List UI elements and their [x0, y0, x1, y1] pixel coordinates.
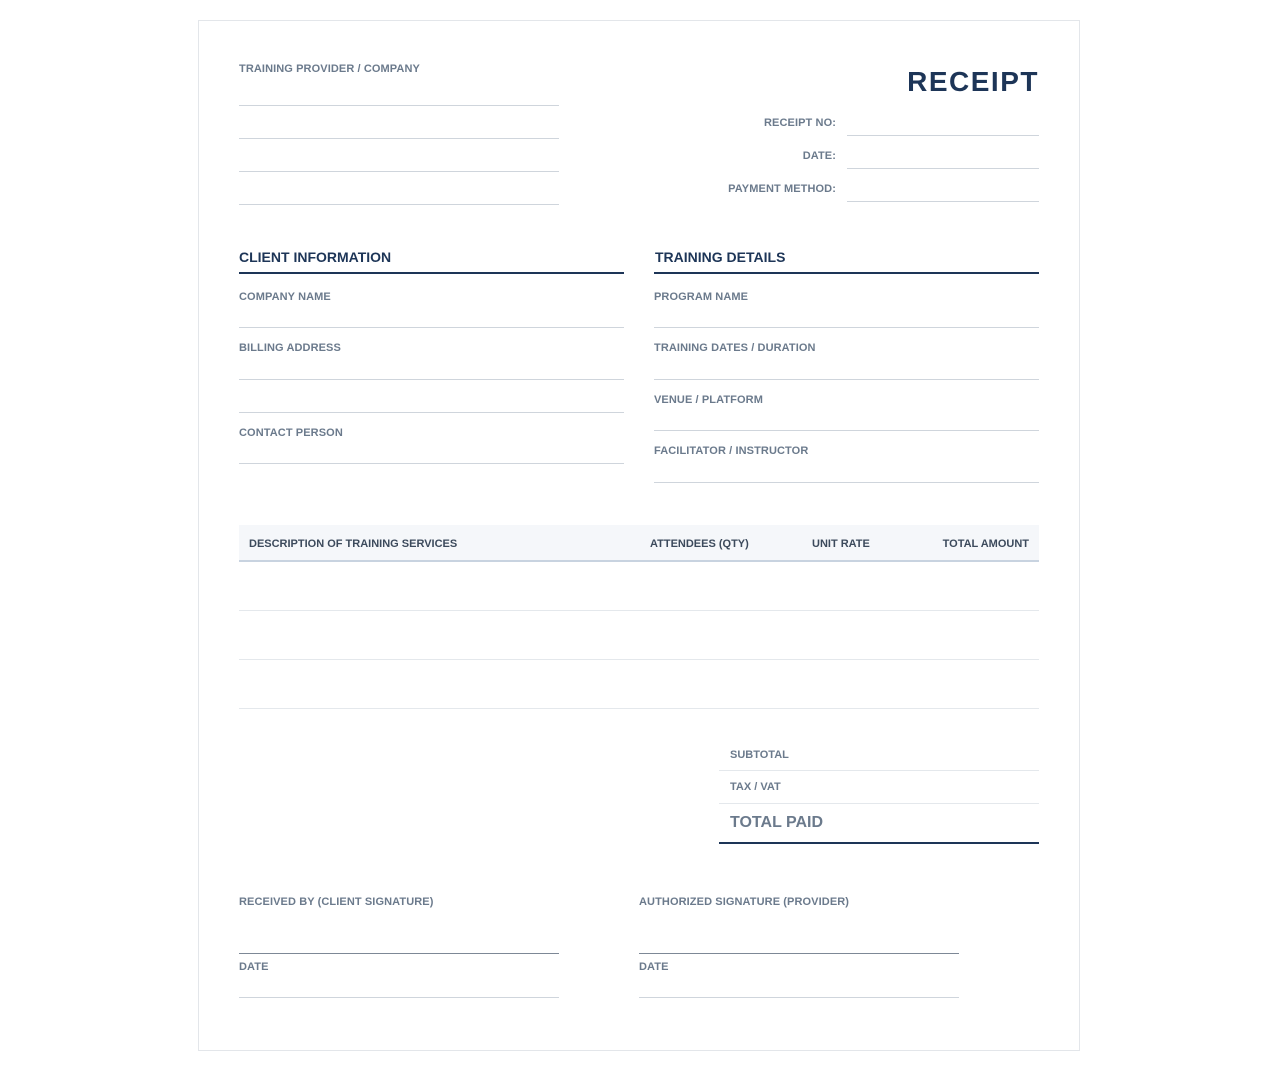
table-row[interactable]: [239, 611, 1039, 660]
billing-address-label: BILLING ADDRESS: [239, 342, 341, 354]
company-name-field[interactable]: [239, 327, 624, 328]
services-table-header: [239, 525, 1039, 562]
subtotal-divider: [719, 770, 1039, 771]
receipt-no-label: RECEIPT NO:: [764, 117, 836, 129]
payment-method-field[interactable]: [847, 201, 1039, 202]
venue-label: VENUE / PLATFORM: [654, 394, 763, 406]
provider-line-3[interactable]: [239, 171, 559, 172]
column-header-unit-rate: UNIT RATE: [812, 538, 870, 550]
training-dates-field[interactable]: [654, 379, 1039, 380]
training-dates-label: TRAINING DATES / DURATION: [654, 342, 816, 354]
client-signature-line[interactable]: [239, 953, 559, 954]
receipt-title: RECEIPT: [907, 66, 1039, 97]
column-header-description: DESCRIPTION OF TRAINING SERVICES: [249, 538, 458, 550]
client-info-rule: [239, 272, 624, 274]
total-paid-label: TOTAL PAID: [730, 814, 824, 831]
provider-date-field[interactable]: [639, 997, 959, 998]
column-header-attendees: ATTENDEES (QTY): [650, 538, 749, 550]
billing-address-field-1[interactable]: [239, 379, 624, 380]
program-name-field[interactable]: [654, 327, 1039, 328]
provider-line-1[interactable]: [239, 105, 559, 106]
total-paid-rule: [719, 842, 1039, 844]
provider-date-label: DATE: [639, 961, 669, 973]
table-row[interactable]: [239, 660, 1039, 709]
venue-field[interactable]: [654, 430, 1039, 431]
provider-signature-label: AUTHORIZED SIGNATURE (PROVIDER): [639, 896, 850, 908]
client-signature-label: RECEIVED BY (CLIENT SIGNATURE): [239, 896, 434, 908]
provider-label: TRAINING PROVIDER / COMPANY: [239, 63, 420, 75]
payment-method-label: PAYMENT METHOD:: [728, 183, 836, 195]
facilitator-label: FACILITATOR / INSTRUCTOR: [654, 445, 809, 457]
client-info-heading: CLIENT INFORMATION: [239, 249, 392, 265]
subtotal-label: SUBTOTAL: [730, 749, 789, 761]
company-name-label: COMPANY NAME: [239, 291, 331, 303]
provider-signature-line[interactable]: [639, 953, 959, 954]
client-date-label: DATE: [239, 961, 269, 973]
date-label: DATE:: [802, 150, 836, 162]
contact-person-label: CONTACT PERSON: [239, 427, 343, 439]
training-details-heading: TRAINING DETAILS: [655, 249, 786, 265]
date-field[interactable]: [847, 168, 1039, 169]
provider-line-4[interactable]: [239, 204, 559, 205]
billing-address-field-2[interactable]: [239, 412, 624, 413]
contact-person-field[interactable]: [239, 463, 624, 464]
receipt-no-field[interactable]: [847, 135, 1039, 136]
tax-label: TAX / VAT: [730, 781, 781, 793]
provider-line-2[interactable]: [239, 138, 559, 139]
training-details-rule: [654, 272, 1039, 274]
receipt-sheet: [198, 20, 1080, 1051]
tax-divider: [719, 803, 1039, 804]
client-date-field[interactable]: [239, 997, 559, 998]
column-header-total-amount: TOTAL AMOUNT: [942, 538, 1029, 550]
program-name-label: PROGRAM NAME: [654, 291, 749, 303]
facilitator-field[interactable]: [654, 482, 1039, 483]
table-row[interactable]: [239, 562, 1039, 611]
